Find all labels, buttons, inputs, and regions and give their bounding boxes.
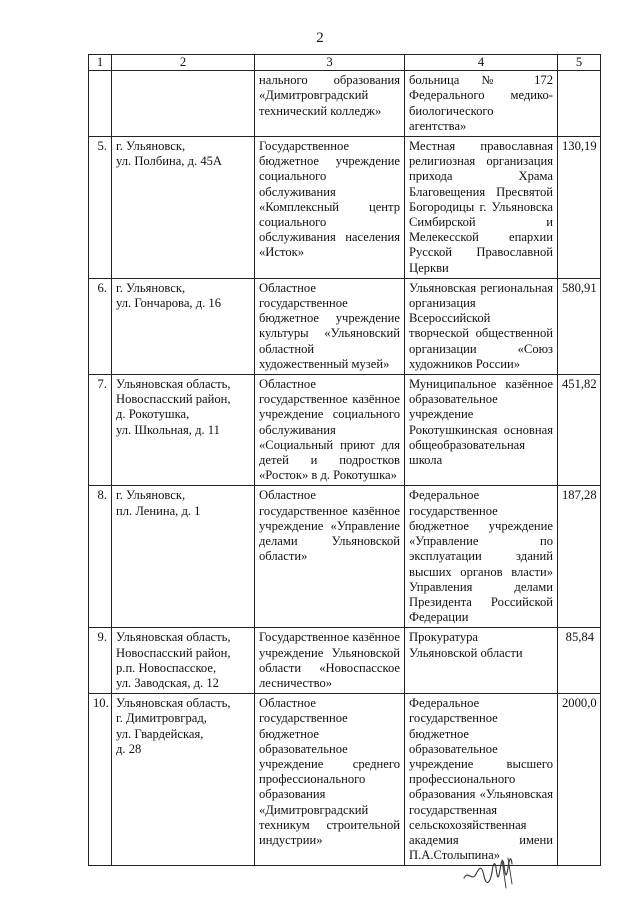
row-area: 85,84 [558, 628, 601, 694]
row-address [112, 71, 255, 137]
row-recipient: Федеральное государственное бюджетное учреждение «Управление по эксплуатации зданий высших органов власти» Управления делами Президента Российской Федерации [405, 486, 558, 628]
page-number: 2 [316, 30, 324, 46]
row-address: Ульяновская область, Новоспасский район, д. Рокотушка, ул. Школьная, д. 11 [112, 375, 255, 486]
column-header-1: 1 [89, 55, 112, 71]
row-address: г. Ульяновск, пл. Ленина, д. 1 [112, 486, 255, 628]
row-area: 187,28 [558, 486, 601, 628]
column-header-4: 4 [405, 55, 558, 71]
row-number: 9. [89, 628, 112, 694]
column-header-3: 3 [255, 55, 405, 71]
row-holder: Государственное казённое учреждение Ульяновской области «Новоспасское лесничество» [255, 628, 405, 694]
table-row [89, 375, 601, 486]
row-recipient: Федеральное государственное бюджетное образовательное учреждение высшего профессионального образования «Ульяновская государственная сельскохозяйственная академия имени П.А.Столыпина» [405, 694, 558, 866]
row-address: Ульяновская область, Новоспасский район, р.п. Новоспасское, ул. Заводская, д. 12 [112, 628, 255, 694]
row-recipient: больница № 172 Федерального медико-биологического агентства» [405, 71, 558, 137]
row-holder: Областное государственное казённое учреждение «Управление делами Ульяновской области» [255, 486, 405, 628]
table-row [89, 278, 601, 374]
row-holder: Областное государственное бюджетное учреждение культуры «Ульяновский областной художественный музей» [255, 278, 405, 374]
row-area: 580,91 [558, 278, 601, 374]
row-holder: Областное государственное казённое учреждение социального обслуживания «Социальный приют для детей и подростков «Росток» в д. Рокотушка» [255, 375, 405, 486]
row-holder: нального образования «Димитровградский технический колледж» [255, 71, 405, 137]
table-row [89, 694, 601, 866]
row-recipient: Прокуратура Ульяновской области [405, 628, 558, 694]
row-number: 10. [89, 694, 112, 866]
column-number-row [89, 55, 601, 71]
row-area [558, 71, 601, 137]
row-number: 5. [89, 137, 112, 279]
row-address: г. Ульяновск, ул. Гончарова, д. 16 [112, 278, 255, 374]
table-row [89, 628, 601, 694]
row-holder: Государственное бюджетное учреждение социального обслуживания «Комплексный центр социального обслуживания населения «Исток» [255, 137, 405, 279]
row-number: 8. [89, 486, 112, 628]
table-row [89, 137, 601, 279]
row-area: 451,82 [558, 375, 601, 486]
handwritten-signature [462, 848, 520, 892]
row-number: 7. [89, 375, 112, 486]
row-recipient: Местная православная религиозная организация прихода Храма Благовещения Пресвятой Богородицы г. Ульяновска Симбирской и Мелекесской епархии Русской Православной Церкви [405, 137, 558, 279]
row-number: 6. [89, 278, 112, 374]
row-area: 2000,0 [558, 694, 601, 866]
row-recipient: Ульяновская региональная организация Всероссийской творческой общественной организации «Союз художников России» [405, 278, 558, 374]
row-number [89, 71, 112, 137]
row-recipient: Муниципальное казённое образовательное учреждение Рокотушкинская основная общеобразовательная школа [405, 375, 558, 486]
row-address: г. Ульяновск, ул. Полбина, д. 45А [112, 137, 255, 279]
row-address: Ульяновская область, г. Димитровград, ул. Гвардейская, д. 28 [112, 694, 255, 866]
table-row [89, 486, 601, 628]
column-header-5: 5 [558, 55, 601, 71]
column-header-2: 2 [112, 55, 255, 71]
table-row [89, 71, 601, 137]
row-holder: Областное государственное бюджетное образовательное учреждение среднего профессионального образования «Димитровградский техникум строительной индустрии» [255, 694, 405, 866]
row-area: 130,19 [558, 137, 601, 279]
property-transfer-table [88, 54, 601, 866]
